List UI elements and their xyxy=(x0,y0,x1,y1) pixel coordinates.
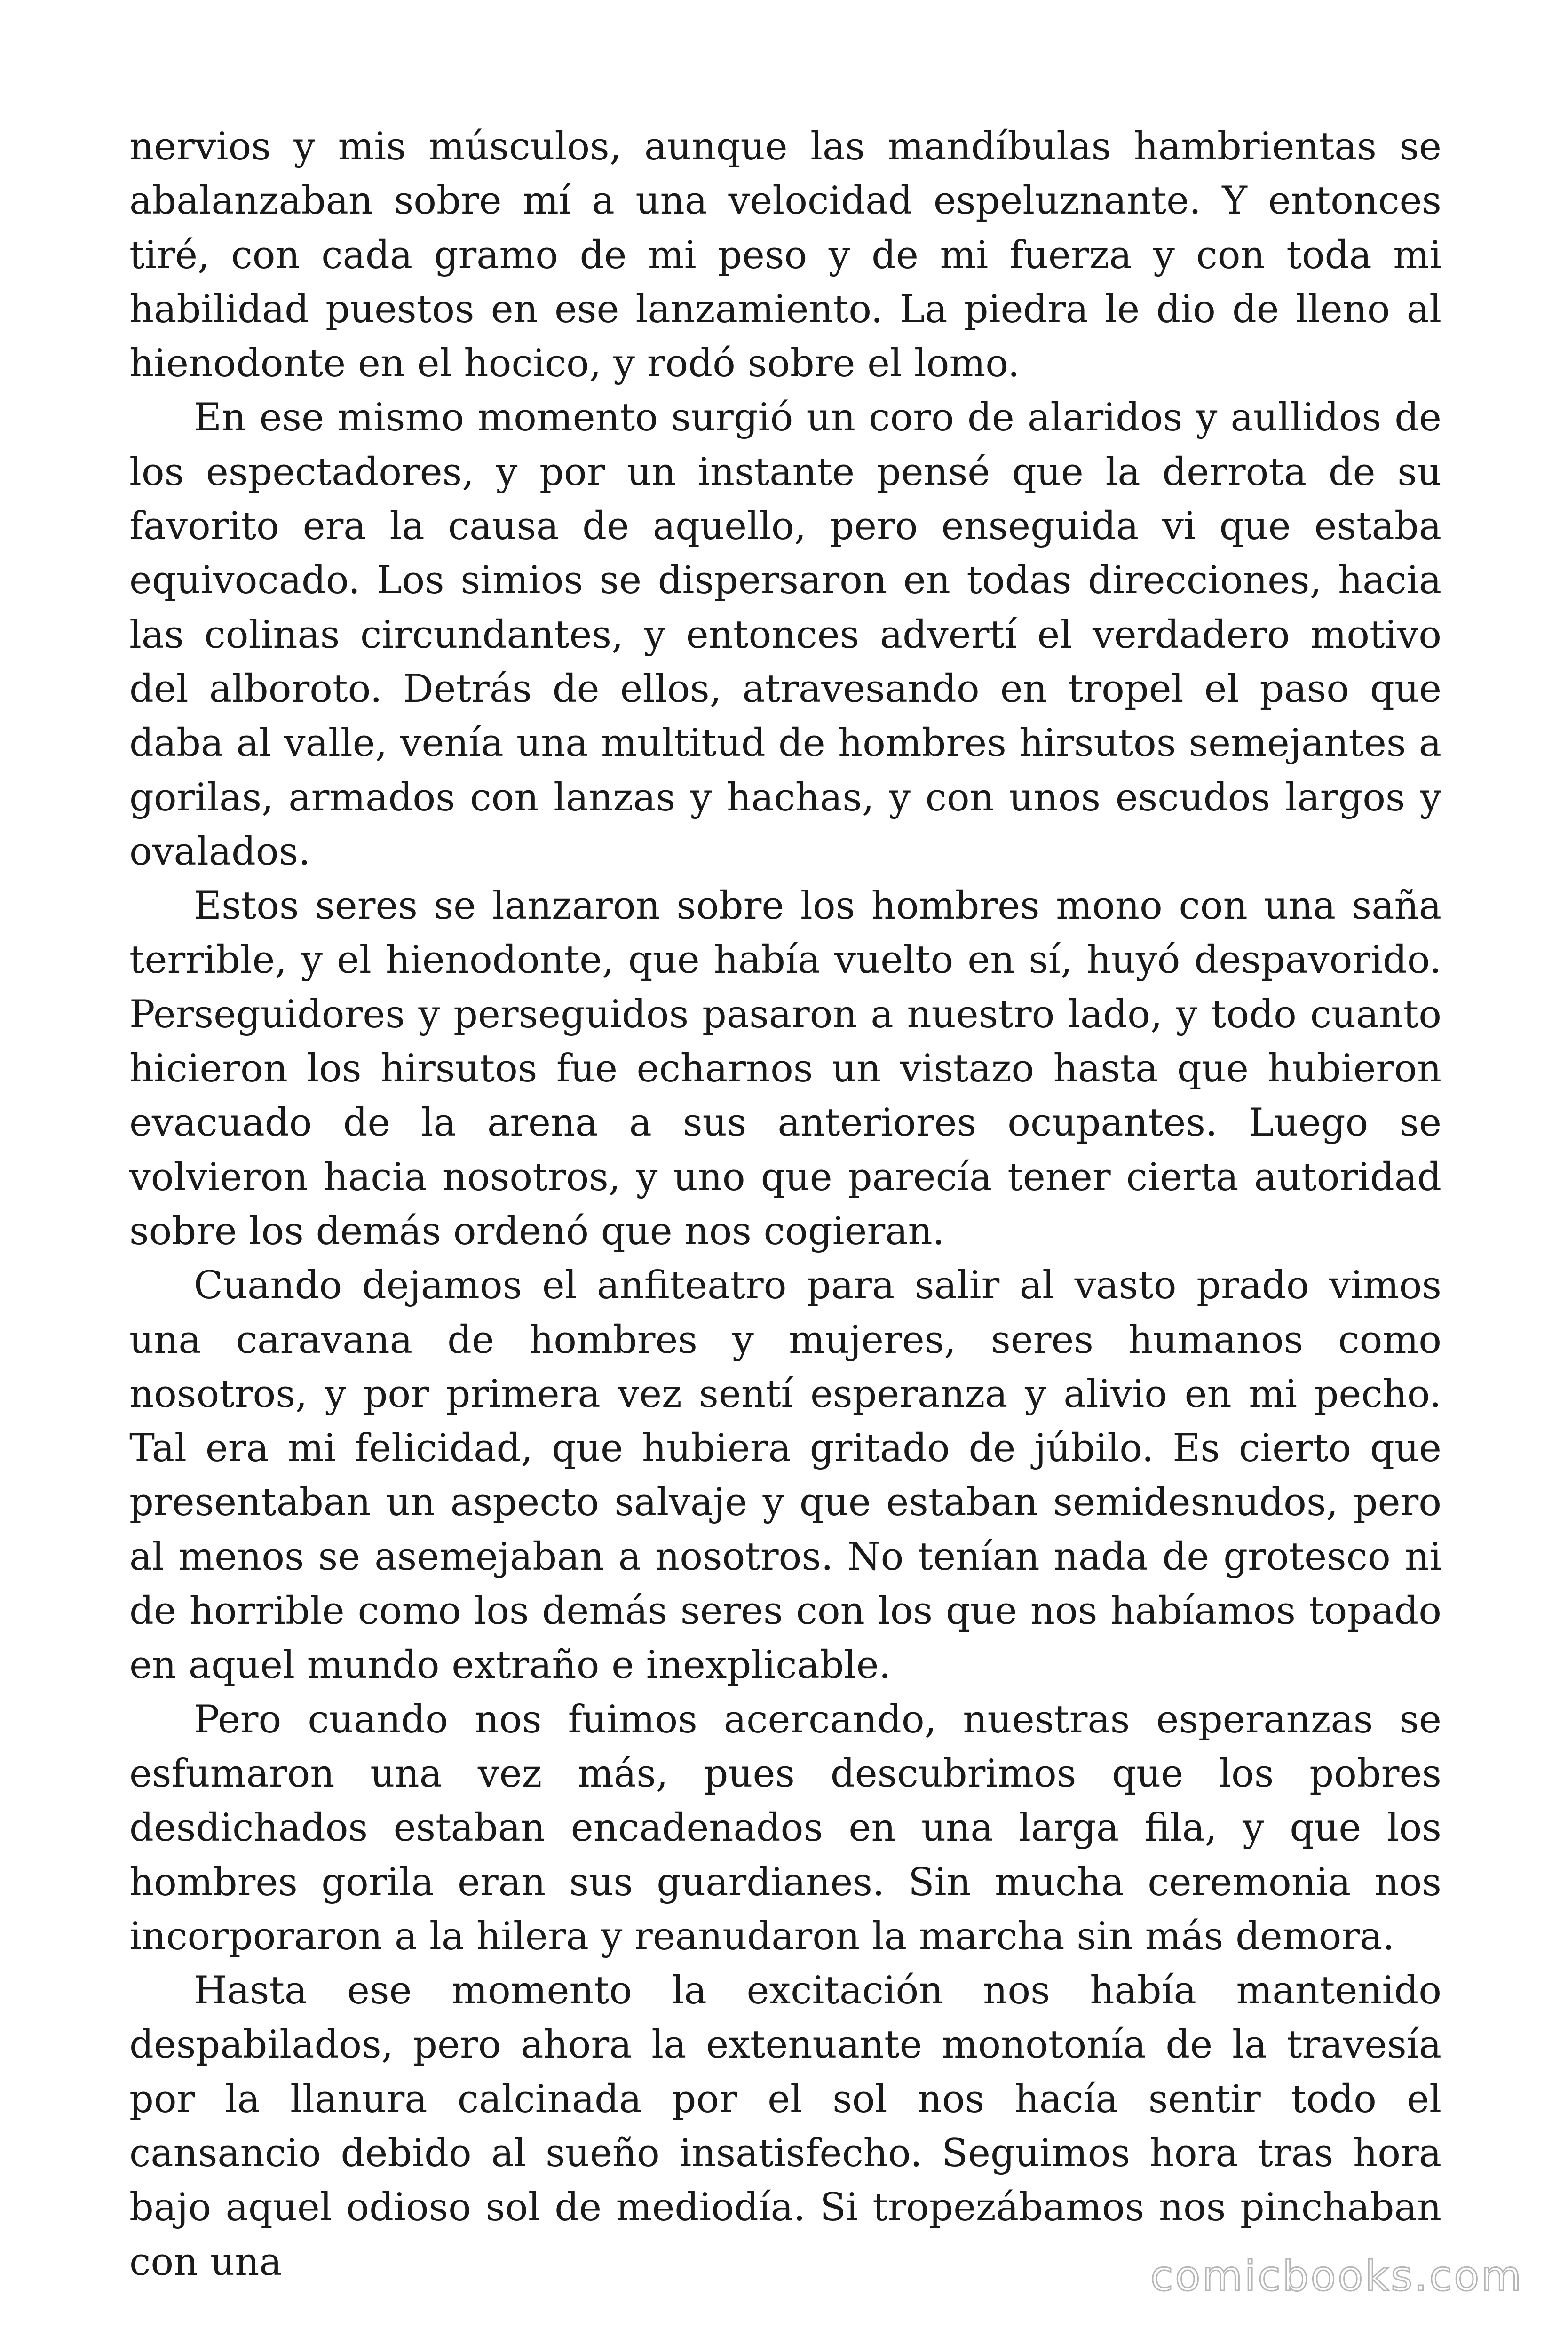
paragraph: Cuando dejamos el anfiteatro para salir al vasto prado vimos una caravana de hombres y mujeres, seres humanos como nosotros, y por primera vez sentí esperanza y alivio en mi pecho. Tal era mi felicidad, que hubiera gritado de júbilo. Es cierto que presentaban un aspecto salvaje y que estaban semidesnudos, pero al menos se asemejaban a nosotros. No tenían nada de grotesco ni de horrible como los demás seres con los que nos habíamos topado en aquel mundo extraño e inexplicable. xyxy=(129,1263,1441,1688)
body-text xyxy=(129,120,1441,2289)
paragraph: nervios y mis músculos, aunque las mandíbulas hambrientas se abalanzaban sobre mí a una velocidad espeluznante. Y entonces tiré, con cada gramo de mi peso y de mi fuerza y con toda mi habilidad puestos en ese lanzamiento. La piedra le dio de lleno al hienodonte en el hocico, y rodó sobre el lomo. xyxy=(129,125,1441,386)
paragraph: Pero cuando nos fuimos acercando, nuestras esperanzas se esfumaron una vez más, pues descubrimos que los pobres desdichados estaban encadenados en una larga fila, y que los hombres gorila eran sus guardianes. Sin mucha ceremonia nos incorporaron a la hilera y reanudaron la marcha sin más demora. xyxy=(129,1697,1441,1959)
paragraph: Hasta ese momento la excitación nos había mantenido despabilados, pero ahora la extenuante monotonía de la travesía por la llanura calcinada por el sol nos hacía sentir todo el cansancio debido al sueño insatisfecho. Seguimos hora tras hora bajo aquel odioso sol de mediodía. Si tropezábamos nos pinchaban con una xyxy=(129,1969,1441,2284)
watermark-logo: comicbooks.com xyxy=(1150,2252,1523,2300)
paragraph: En ese mismo momento surgió un coro de alaridos y aullidos de los espectadores, y por un instante pensé que la derrota de su favorito era la causa de aquello, pero enseguida vi que estaba equivocado. Los simios se dispersaron en todas direcciones, hacia las colinas circundantes, y entonces advertí el verdadero motivo del alboroto. Detrás de ellos, atravesando en tropel el paso que daba al valle, venía una multitud de hombres hirsutos semejantes a gorilas, armados con lanzas y hachas, y con unos escudos largos y ovalados. xyxy=(129,396,1441,874)
paragraph: Estos seres se lanzaron sobre los hombres mono con una saña terrible, y el hienodonte, que había vuelto en sí, huyó despavorido. Perseguidores y perseguidos pasaron a nuestro lado, y todo cuanto hicieron los hirsutos fue echarnos un vistazo hasta que hubieron evacuado de la arena a sus anteriores ocupantes. Luego se volvieron hacia nosotros, y uno que parecía tener cierta autoridad sobre los demás ordenó que nos cogieran. xyxy=(129,884,1441,1254)
